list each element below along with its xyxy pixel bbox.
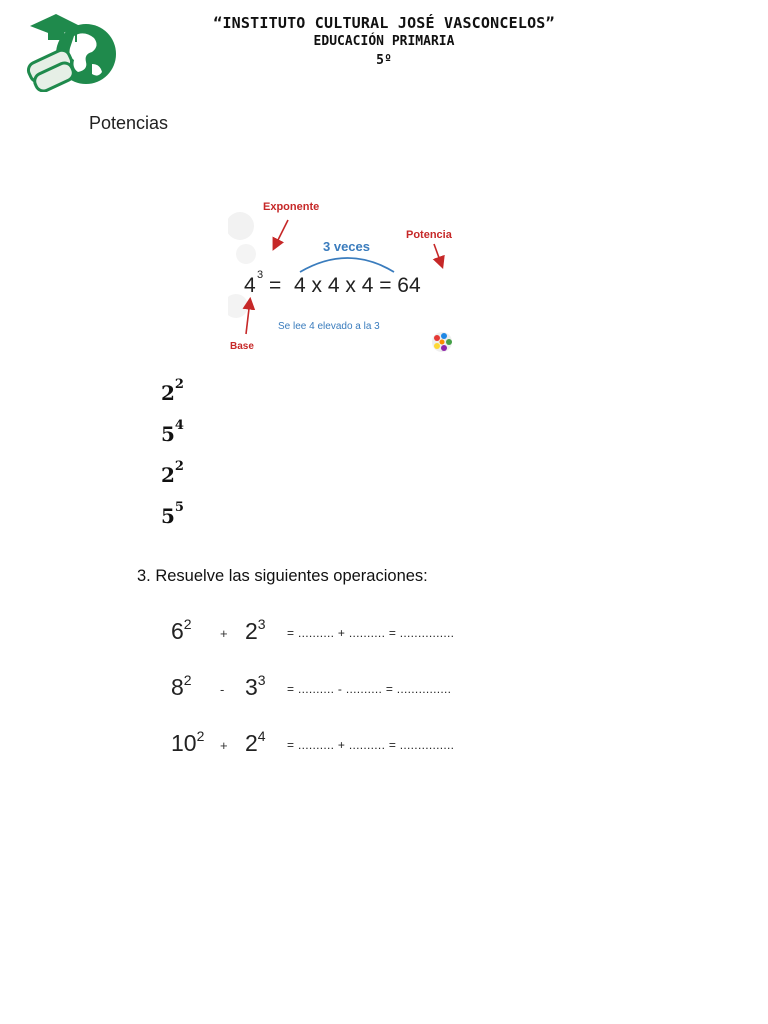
power-diagram bbox=[228, 196, 468, 356]
exponent-number: 3 bbox=[257, 269, 264, 281]
equals-sign: = bbox=[269, 274, 282, 297]
answer-blanks[interactable]: = .......... + .......... = ............... bbox=[287, 626, 455, 640]
page-title: Potencias bbox=[89, 113, 169, 133]
operand-b: $3^3$ bbox=[245, 672, 266, 700]
operations-list bbox=[171, 618, 501, 786]
equation: 4 x 4 x 4 = 64 bbox=[294, 274, 421, 297]
power-item: $5^4$ bbox=[161, 418, 184, 446]
exponent-label: Exponente bbox=[263, 201, 320, 213]
colorful-dots-icon bbox=[432, 332, 452, 352]
operand-a: $6^2$ bbox=[171, 616, 192, 644]
power-item: $2^2$ bbox=[161, 377, 184, 405]
operand-a: $10^2$ bbox=[171, 728, 205, 756]
answer-blanks[interactable]: = .......... - .......... = ............... bbox=[287, 682, 452, 696]
instruction: 3. Resuelve las siguientes operaciones: bbox=[137, 567, 428, 585]
school-name: “INSTITUTO CULTURAL JOSÉ VASCONCELOS” bbox=[213, 14, 555, 32]
powers-list bbox=[161, 377, 184, 545]
operand-b: $2^3$ bbox=[245, 616, 266, 644]
operation-row bbox=[171, 618, 501, 674]
power-label: Potencia bbox=[406, 229, 452, 241]
operand-b: $2^4$ bbox=[245, 728, 266, 756]
base-label: Base bbox=[230, 341, 254, 352]
operation-row bbox=[171, 674, 501, 730]
grade: 5º bbox=[376, 53, 392, 68]
power-item: $5^5$ bbox=[161, 500, 184, 528]
base-number: 4 bbox=[244, 274, 256, 297]
operation-row bbox=[171, 730, 501, 786]
education-level: EDUCACIÓN PRIMARIA bbox=[313, 34, 455, 49]
operator: + bbox=[220, 626, 228, 641]
read-as-text: Se lee 4 elevado a la 3 bbox=[278, 321, 380, 332]
answer-blanks[interactable]: = .......... + .......... = ............... bbox=[287, 738, 455, 752]
operator: + bbox=[220, 738, 228, 753]
power-item: $2^2$ bbox=[161, 459, 184, 487]
operator: - bbox=[220, 682, 225, 697]
times-label: 3 veces bbox=[323, 239, 370, 254]
operand-a: $8^2$ bbox=[171, 672, 192, 700]
